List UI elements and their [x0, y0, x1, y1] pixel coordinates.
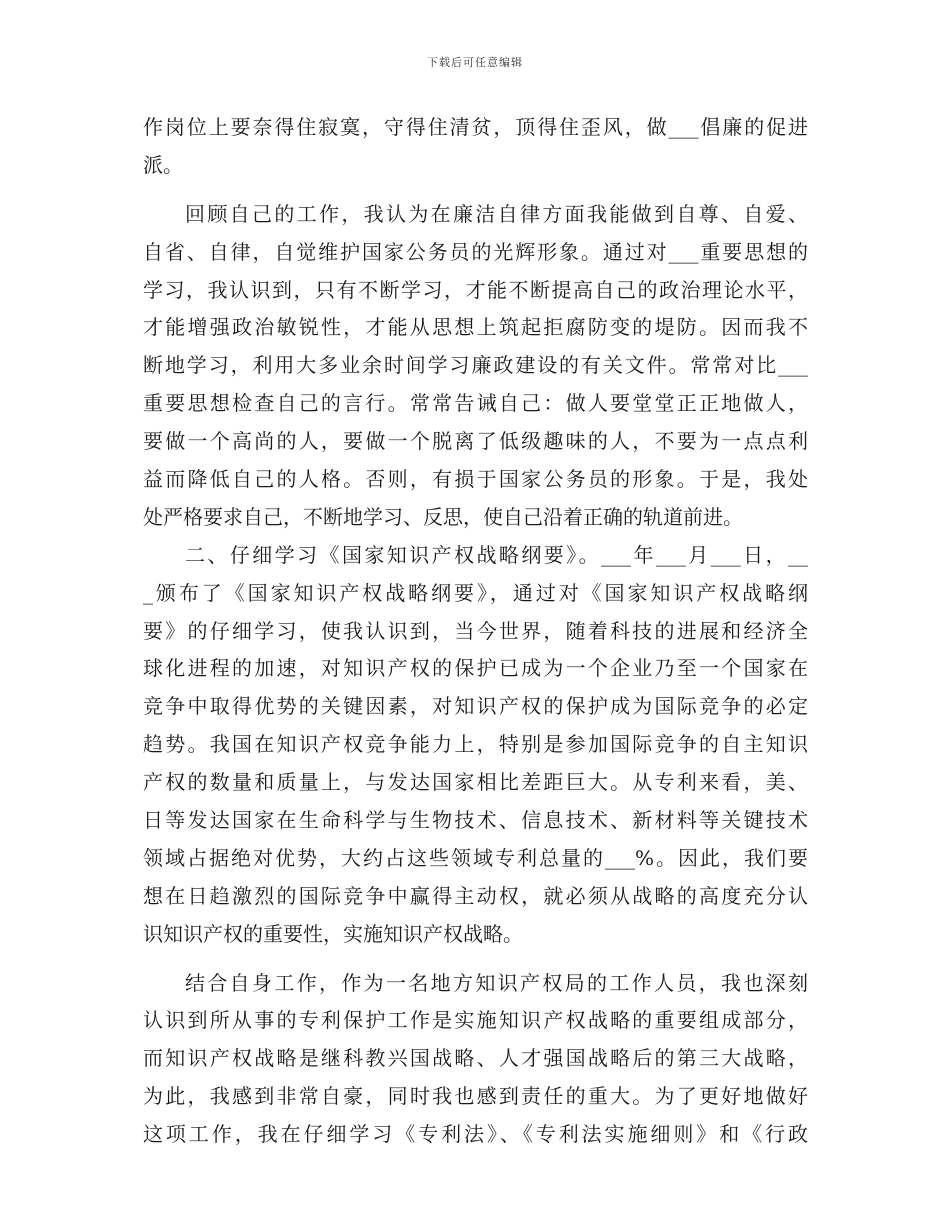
text-line: 处严格要求自己，不断地学习、反思，使自己沿着正确的轨道前进。	[143, 504, 743, 529]
text-line: 领域占据绝对优势，大约占这些领域专利总量的___%。因此，我们要	[143, 845, 808, 870]
text-line: 学习，我认识到，只有不断学习，才能不断提高自己的政治理论水平，	[143, 277, 808, 302]
text-line: 竞争中取得优势的关键因素，对知识产权的保护成为国际竞争的必定	[143, 694, 808, 719]
paragraph	[143, 109, 808, 185]
text-line: 重要思想检查自己的言行。常常告诫自己：做人要堂堂正正地做人，	[143, 391, 808, 416]
text-line: 二、仔细学习《国家知识产权战略纲要》。___年___月___日，__	[185, 542, 808, 567]
text-line: 而知识产权战略是继科教兴国战略、人才强国战略后的第三大战略，	[143, 1046, 808, 1071]
text-line: 自省、自律，自觉维护国家公务员的光辉形象。通过对___重要思想的	[143, 239, 808, 264]
paragraph	[143, 965, 808, 1154]
paragraph	[143, 196, 808, 537]
text-line: _颁布了《国家知识产权战略纲要》，通过对《国家知识产权战略纲	[143, 580, 808, 605]
text-line: 产权的数量和质量上，与发达国家相比差距巨大。从专利来看，美、	[143, 770, 808, 795]
text-line: 回顾自己的工作，我认为在廉洁自律方面我能做到自尊、自爱、	[185, 201, 808, 226]
text-line: 作岗位上要奈得住寂寞，守得住清贫，顶得住歪风，做___倡廉的促进	[143, 115, 808, 139]
text-line: 识知识产权的重要性，实施知识产权战略。	[143, 921, 523, 946]
download-edit-note: 下载后可任意编辑	[427, 56, 523, 69]
text-line: 想在日趋激烈的国际竞争中赢得主动权，就必须从战略的高度充分认	[143, 883, 808, 908]
text-line: 断地学习，利用大多业余时间学习廉政建设的有关文件。常常对比___	[143, 353, 808, 378]
text-line: 球化进程的加速，对知识产权的保护已成为一个企业乃至一个国家在	[143, 656, 808, 681]
text-line: 日等发达国家在生命科学与生物技术、信息技术、新材料等关键技术	[143, 808, 808, 833]
text-line: 要》的仔细学习，使我认识到，当今世界，随着科技的进展和经济全	[143, 618, 808, 643]
text-line: 认识到所从事的专利保护工作是实施知识产权战略的重要组成部分，	[143, 1008, 808, 1033]
text-line: 为此，我感到非常自豪，同时我也感到责任的重大。为了更好地做好	[143, 1084, 808, 1109]
text-line: 这项工作，我在仔细学习《专利法》、《专利法实施细则》和《行政	[143, 1122, 808, 1147]
body-text	[143, 109, 808, 1154]
text-line: 才能增强政治敏锐性，才能从思想上筑起拒腐防变的堤防。因而我不	[143, 315, 808, 340]
text-line: 派。	[143, 152, 183, 177]
paragraph	[143, 537, 808, 954]
text-line: 趋势。我国在知识产权竞争能力上，特别是参加国际竞争的自主知识	[143, 732, 808, 757]
text-line: 要做一个高尚的人，要做一个脱离了低级趣味的人，不要为一点点利	[143, 429, 808, 454]
text-line: 结合自身工作，作为一名地方知识产权局的工作人员，我也深刻	[185, 970, 808, 995]
text-line: 益而降低自己的人格。否则，有损于国家公务员的形象。于是，我处	[143, 467, 808, 492]
